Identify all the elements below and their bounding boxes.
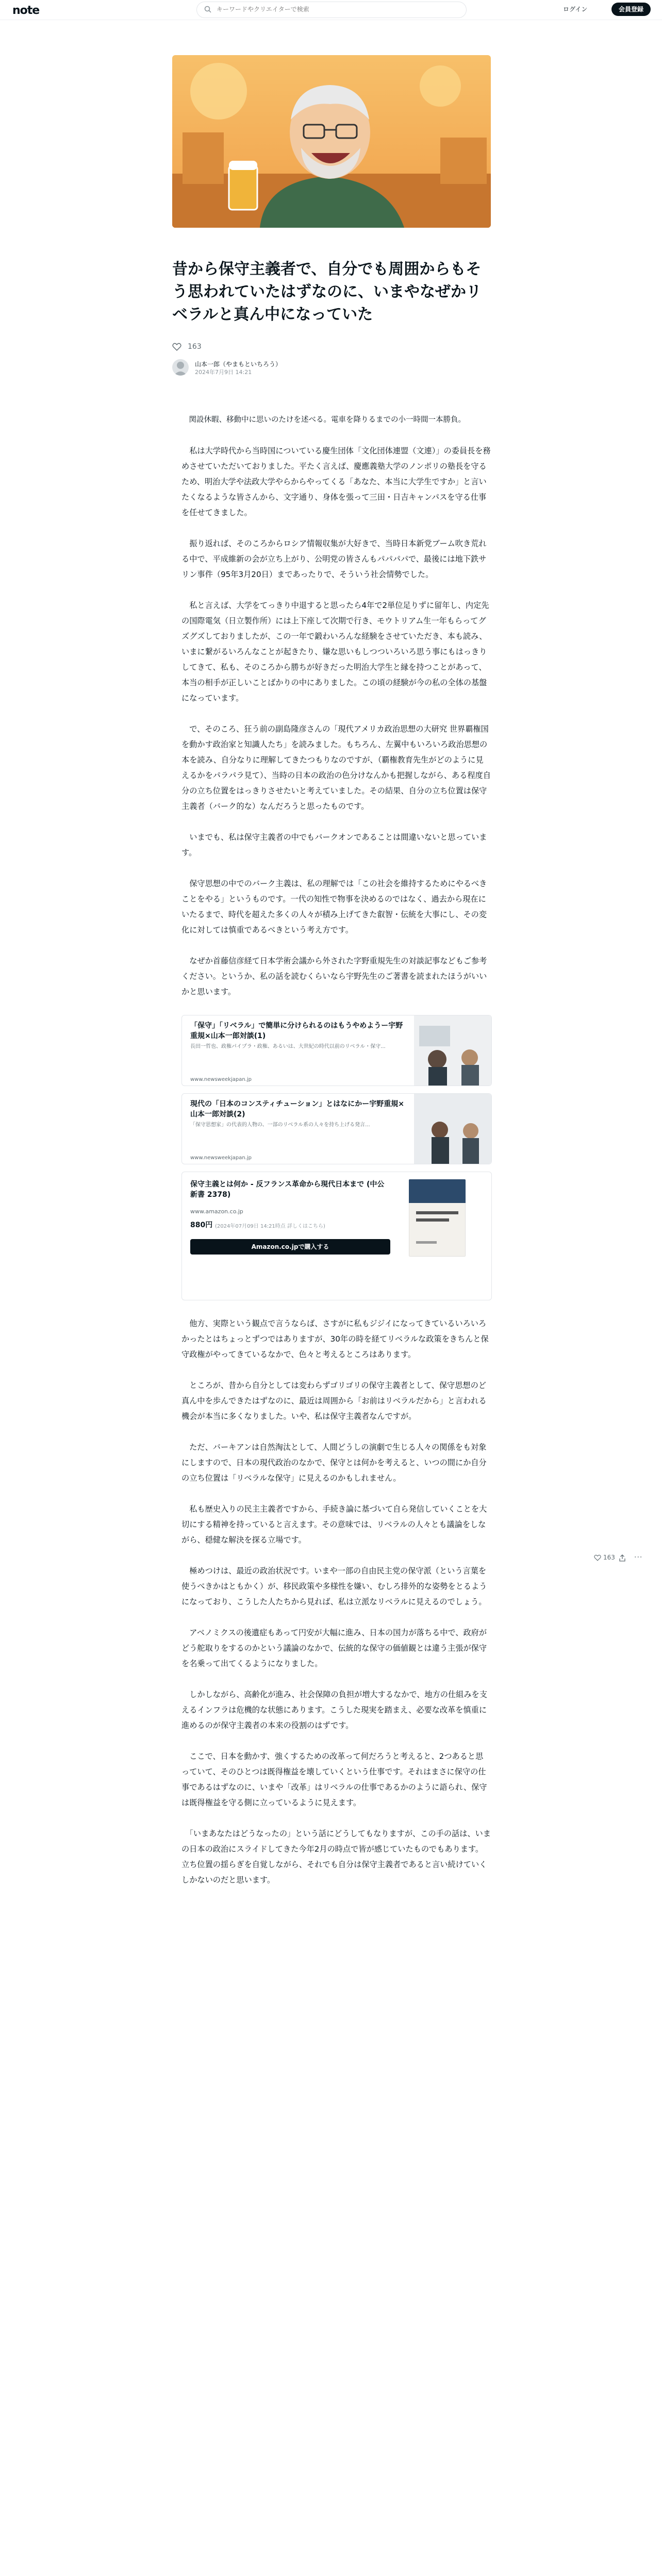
article-body (181, 412, 491, 1903)
search-box[interactable] (196, 2, 467, 18)
publish-date: 2024年7月9日 14:21 (195, 369, 252, 376)
link-card-thumbnail (414, 1015, 491, 1086)
link-card-title[interactable]: 現代の「日本のコンスティチューション」とはなにかー宇野重規×山本一郎対談(2) (190, 1100, 404, 1118)
paragraph: しかしながら、高齢化が進み、社会保障の負担が増大するなかで、地方の仕組みを支えるインフラは危機的な状態にあります。こうした現実を踏まえ、必要な改革を慎重に進めるのが保守主義者の本来の役割のはずです。 (181, 1690, 487, 1730)
link-card-description: 長田一哲也、政権パイプラ・政権、あるいは、大世紀の時代以前のリベラル・保守... (190, 1044, 386, 1049)
paragraph: ただ、バーキアンは自然淘汰として、人間どうしの演劇で生じる人々の関係をも対象にしますので、日本の現代政治のなかで、保守とは何かを考えると、いつの間にか自分の立ち位置は「リベラルな保守」に見えるのかもしれません。 (181, 1443, 487, 1483)
search-icon (204, 6, 211, 13)
amazon-title[interactable]: 保守主義とは何か - 反フランス革命から現代日本まで (中公新書 2378) (190, 1180, 385, 1199)
floating-actions (594, 1552, 651, 1565)
paragraph: 私は大学時代から当時国についている慶生団体「文化団体連盟（文連）」の委員長を務めさせていただいておりました。平たく言えば、慶應義塾大学のノンポリの塾長を守るため、明治大学や法政大学やらからやってくる「あなた、本当に大学生ですか」と言いたくなるような皆さんから、文字通り、身体を張って三田・日吉キャンパスを守る仕事を任せてきました。 (181, 446, 491, 517)
like-count: 163 (188, 343, 202, 351)
login-link[interactable]: ログイン (563, 6, 588, 13)
hero-image (172, 55, 491, 228)
search-input[interactable] (216, 5, 460, 13)
link-card-title[interactable]: 「保守」「リベラル」で簡単に分けられるのはもうやめようー宇野重規×山本一郎対談(1) (190, 1022, 403, 1040)
paragraph: 振り返れば、そのころからロシア情報収集が大好きで、当時日本新党ブーム吹き荒れる中で、平成維新の会が立ち上がり、公明党の皆さんもパパパパで、最後には地下鉄サリン事件（95年3月20日）まであったりで、そういう社会情勢でした。 (181, 539, 487, 579)
amazon-price-note: (2024年07月09日 14:21時点 詳しくはこちら) (215, 1224, 325, 1229)
note-logo[interactable]: note (12, 4, 40, 17)
share-icon[interactable] (619, 1554, 626, 1562)
paragraph: 極めつけは、最近の政治状況です。いまや一部の自由民主党の保守派（という言葉を使うべきかはともかく）が、移民政策や多様性を嫌い、むしろ排外的な姿勢をとるようになっており、こうした人たちから見れば、私は立派なリベラルに見えるのでしょう。 (181, 1566, 487, 1606)
paragraph: で、そのころ、狂う前の副島隆彦さんの「現代アメリカ政治思想の大研究 世界覇権国を動かす政治家と知識人たち」を読みました。もちろん、左翼中もいろいろ政治思想の本を読み、自分なりに理解してきたつもりなのですが、（覇権教育先生がどのように見えるかをパラパラ見て）、当時の日本の政治の色分けなんかも把握しながら、ある程度自分の立ち位置をはっきりさせたいと考えていました。その結果、自分の立ち位置は保守主義者（バーク的な）なんだろうと思ったものです。 (181, 724, 491, 811)
paragraph: 他方、実際という観点で言うならば、さすがに私もジジイになってきているいろいろかったとはちょっとずつではありますが、30年の時を経てリベラルな政策をきちんと保守政権がやってきているなかで、色々と考えるところはあります。 (181, 1319, 489, 1359)
amazon-buy-button[interactable]: Amazon.co.jpで購入する (190, 1239, 390, 1255)
link-card-description: 「保守思想家」の代表的人物の、一部のリベラル系の人々を持ち上げる発言... (190, 1122, 370, 1128)
amazon-price: 880円 (190, 1221, 213, 1229)
paragraph: ところが、昔から自分としては変わらずゴリゴリの保守主義者として、保守思想のど真ん中を歩んできたはずなのに、最近は周囲から「お前はリベラルだから」と言われる機会が本当に多くなりました。いや、私は保守主義者なんですが。 (181, 1381, 487, 1421)
heart-icon[interactable] (594, 1554, 601, 1561)
paragraph: アベノミクスの後遺症もあって円安が大幅に進み、日本の国力が落ちる中で、政府がどう舵取りをするのかという議論のなかで、伝統的な保守の価値観とは違う主張が保守を名乗って出てくるようになりました。 (181, 1628, 487, 1668)
paragraph: 保守思想の中でのバーク主義は、私の理解では「この社会を維持するためにやるべきことをやる」というものです。一代の知性で物事を決めるのではなく、過去から現在にいたるまで、時代を超えた多くの人々が積み上げてきた叡智・伝統を大事にし、その変化に対しては慎重であるべきという考え方です。 (181, 879, 487, 935)
link-card[interactable] (181, 1093, 492, 1164)
book-cover (409, 1179, 466, 1257)
link-card-thumbnail (414, 1094, 491, 1164)
paragraph: 私も歴史入りの民主主義者ですから、手続き論に基づいて自ら発信していくことを大切にする精神を持っていると言えます。その意味では、リベラルの人々とも議論をしながら、穏健な解決を探る立場です。 (181, 1504, 487, 1545)
paragraph: ここで、日本を動かす、強くするための改革って何だろうと考えると、2つあると思っていて、そのひとつは既得権益を壊していくという仕事です。それはまさに保守の仕事であるはずなのに、いまや「改革」はリベラルの仕事であるかのように語られ、保守は既得権益を守る側に立っているように見えます。 (181, 1752, 487, 1807)
paragraph: 関設休暇、移動中に思いのたけを述べる。電車を降りるまでの小一時間一本勝負。 (181, 416, 466, 424)
paragraph: いまでも、私は保守主義者の中でもバークオンであることは間違いないと思っています。 (181, 833, 487, 857)
article-title: 昔から保守主義者で、自分でも周囲からもそう思われていたはずなのに、いまやなぜかリベラルと真ん中になっていた (172, 260, 482, 324)
author-info[interactable] (172, 359, 430, 378)
paragraph: なぜか首藤信彦経て日本学術会議から外された字野重規先生の対談記事などもご参考ください。というか、私の話を読むくらいなら宇野先生のご著書を読まれたほうがいいかと思います。 (181, 956, 487, 996)
link-card[interactable] (181, 1015, 492, 1086)
site-header (0, 0, 662, 20)
author-name[interactable]: 山本一郎（やまもといちろう） (195, 361, 282, 368)
register-button[interactable]: 会員登録 (611, 3, 651, 16)
amazon-url: www.amazon.co.jp (190, 1208, 243, 1215)
avatar[interactable] (172, 359, 189, 376)
paragraph: 私と言えば、大学をてっきり中退すると思ったら4年で2単位足りずに留年し、内定先の国際電気（日立製作所）には上下座して次期で行き、モウトリアム生一年もらってグズグズしておりましたが、この一年で鍛わいろんな経験をさせていただき、本も読み、いまに繋がるいろんなことが起きたり、嫌な思いもしつついろいろ思う事にもはっきりしてきて、私も、そのころから勝ちが好きだった明治大学生と縁を持つことがあって、本当の相手が正しいことばかりの中にありました。この頃の経験が今の私の全体の基盤になっています。 (181, 601, 489, 703)
amazon-card[interactable] (181, 1172, 492, 1300)
link-card-url: www.newsweekjapan.jp (190, 1077, 252, 1082)
link-card-url: www.newsweekjapan.jp (190, 1155, 252, 1161)
paragraph: 「いまあなたはどうなったの」という話にどうしてもなりますが、この手の話は、いまの日本の政治にスライドしてきた今年2月の時点で皆が感じていたものでもあります。立ち位置の揺らぎを自覚しながら、それでも自分は保守主義者であると言い続けていくしかないのだと思います。 (181, 1829, 491, 1885)
floating-like-count: 163 (603, 1554, 615, 1561)
more-menu-icon[interactable]: ··· (634, 1553, 643, 1562)
heart-icon[interactable] (172, 343, 181, 351)
